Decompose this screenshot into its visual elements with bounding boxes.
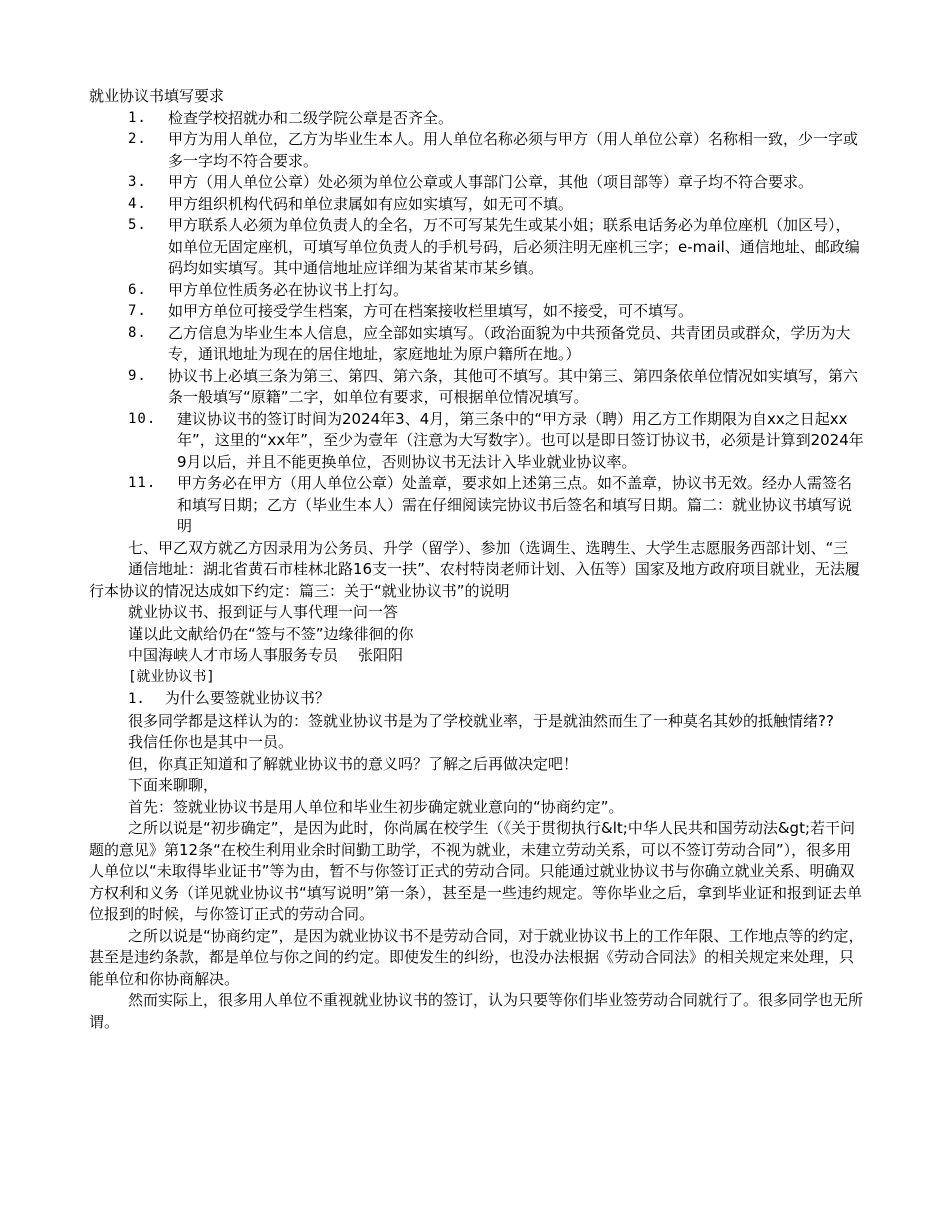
- item-text: 甲方（用人单位公章）处必须为单位公章或人事部门公章，其他（项目部等）章子均不符合要求。: [168, 173, 814, 191]
- item-text: 乙方信息为毕业生本人信息，应全部如实填写。（政治面貌为中共预备党员、共青团员或群众，学历为大专，通讯地址为现在的居住地址，家庭地址为原户籍所在地。）: [168, 323, 851, 363]
- item-number: 7.: [128, 303, 147, 319]
- item-number: 10.: [128, 410, 157, 427]
- item-number: 1.: [128, 109, 147, 126]
- item-text: 检查学校招就办和二级学院公章是否齐全。: [168, 108, 454, 127]
- text-line: 谨以此文献给仍在“签与不签”边缘徘徊的你: [128, 624, 414, 643]
- item-text: 甲方单位性质务必在协议书上打勾。: [168, 280, 409, 299]
- paragraph: 然而实际上，很多用人单位不重视就业协议书的签订，认为只要等你们毕业签劳动合同就行了。很多同学也无所谓。: [89, 991, 864, 1031]
- paragraph: 下面来聊聊，: [128, 776, 219, 794]
- item-number: 9.: [128, 367, 147, 384]
- list-item: [89, 301, 865, 323]
- item-text: 如甲方单位可接受学生档案，方可在档案接收栏里填写，如不接受，可不填写。: [168, 302, 694, 320]
- paragraph: 通信地址：湖北省黄石市桂林北路16支一扶”、农村特岗老师计划、入伍等）国家及地方政府项目就业，无法履行本协议的情况达成如下约定：篇三：关于“就业协议书”的说明: [89, 560, 860, 600]
- list-item: [89, 194, 865, 216]
- list-item: [89, 280, 865, 302]
- item-number: 4.: [128, 195, 147, 212]
- list-item: [89, 409, 865, 474]
- question-line: [89, 688, 865, 711]
- item-text: 甲方组织机构代码和单位隶属如有应如实填写，如无可不填。: [168, 194, 574, 213]
- list-item: [89, 323, 865, 366]
- item-number: 8.: [128, 324, 147, 341]
- question-text: 为什么要签就业协议书？: [164, 689, 330, 707]
- item-text: 协议书上必填三条为第三、第四、第六条，其他可不填写。其中第三、第四条依单位情况如实填写，第六条一般填写“原籍”二字，如单位有要求，可根据单位情况填写。: [168, 366, 859, 406]
- author-line: [89, 645, 865, 667]
- paragraph: 很多同学都是这样认为的：签就业协议书是为了学校就业率，于是就油然而生了一种莫名其妙的抵触情绪??: [128, 711, 834, 730]
- item-number: 3.: [128, 174, 147, 190]
- list-item: [89, 215, 865, 280]
- list-item: [89, 366, 865, 409]
- item-text: 甲方务必在甲方（用人单位公章）处盖章，要求如上述第三点。如不盖章，协议书无效。经办人需签名和填写日期；乙方（毕业生本人）需在仔细阅读完协议书后签名和填写日期。篇二：就业协议书填写说明: [177, 474, 853, 535]
- item-text: 甲方联系人必须为单位负责人的全名，万不可写某先生或某小姐；联系电话务必为单位座机（加区号），如单位无固定座机，可填写单位负责人的手机号码，后必须注明无座机三字；e-mail、通信地址、邮政编码均如实填写。其中通信地址应详细为某省某市某乡镇。: [168, 216, 860, 277]
- list-item: [89, 172, 865, 194]
- author-title: 中国海峡人才市场人事服务专员: [128, 646, 339, 664]
- question-number: 1.: [128, 691, 145, 707]
- paragraph: 之所以说是“协商约定”，是因为就业协议书不是劳动合同，对于就业协议书上的工作年限、工作地点等的约定，甚至是违约条款，都是单位与你之间的约定。即使发生的纠纷，也没办法根据《劳动合同法》的相关规定来处理，只能单位和你协商解决。: [89, 926, 864, 988]
- paragraph: 七、甲乙双方就乙方因录用为公务员、升学（留学）、参加（选调生、选聘生、大学生志愿服务西部计划、“三: [128, 538, 849, 557]
- document: [89, 86, 865, 1033]
- paragraph: 但，你真正知道和了解就业协议书的意义吗？了解之后再做决定吧！: [128, 754, 579, 773]
- section-heading: [就业协议书]: [128, 668, 215, 685]
- item-number: 5.: [128, 217, 147, 233]
- document-title: 就业协议书填写要求: [89, 87, 225, 105]
- list-item: [89, 473, 865, 538]
- paragraph: 之所以说是“初步确定”，是因为此时，你尚属在校学生（《关于贯彻执行&lt;中华人民共和国劳动法&gt;若干问题的意见》第12条“在校生利用业余时间勤工助学，不视为就业，未建立劳动关系，可以不签订劳动合同”），很多用人单位以“未取得毕业证书”等为由，暂不与你签订正式的劳动合同。只能通过就业协议书与你确立就业关系、明确双方权利和义务（详见就业协议书“填写说明”第一条），甚至是一些违约规定。等你毕业之后，拿到毕业证和报到证去单位报到的时候，与你签订正式的劳动合同。: [89, 819, 863, 923]
- item-text: 甲方为用人单位，乙方为毕业生本人。用人单位名称必须与甲方（用人单位公章）名称相一致，少一字或多一字均不符合要求。: [168, 130, 859, 170]
- text-line: 就业协议书、报到证与人事代理一问一答: [128, 603, 399, 621]
- paragraph: 首先：签就业协议书是用人单位和毕业生初步确定就业意向的“协商约定”。: [128, 797, 624, 816]
- paragraph: 我信任你也是其中一员。: [128, 733, 294, 751]
- author-name: 张阳阳: [358, 646, 404, 664]
- item-number: 6.: [128, 281, 147, 298]
- list-item: [89, 129, 865, 172]
- item-number: 11.: [128, 475, 157, 491]
- item-text: 建议协议书的签订时间为2024年3、4月，第三条中的“甲方录（聘）用乙方工作期限为自xx之日起xx年”，这里的“xx年”，至少为壹年（注意为大写数字）。也可以是即日签订协议书，必须是计算到2024年9月以后，并且不能更换单位，否则协议书无法计入毕业就业协议率。: [177, 409, 864, 471]
- item-number: 2.: [128, 131, 147, 147]
- list-item: [89, 108, 865, 130]
